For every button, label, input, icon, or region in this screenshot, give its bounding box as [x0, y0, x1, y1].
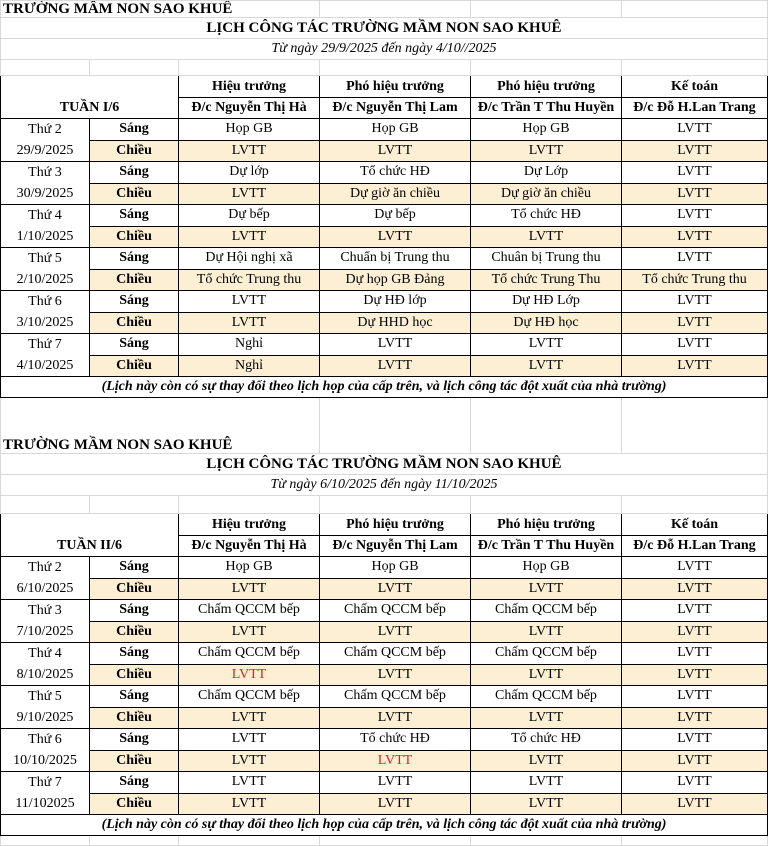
sheet-row — [1, 377, 768, 398]
day-cell[interactable] — [1, 729, 90, 772]
session-afternoon[interactable]: Chiều — [90, 355, 179, 377]
afternoon-task[interactable]: LVTT — [471, 707, 622, 729]
session-morning[interactable]: Sáng — [90, 557, 179, 579]
day-cell[interactable] — [1, 162, 90, 205]
morning-task[interactable]: LVTT — [179, 729, 320, 751]
sheet-row — [1, 793, 768, 815]
person-header[interactable]: Đ/c Nguyễn Thị Hà — [179, 98, 320, 119]
morning-task[interactable]: Họp GB — [320, 119, 471, 141]
afternoon-task[interactable]: Tổ chức Trung thu — [622, 269, 768, 291]
afternoon-task[interactable]: LVTT — [320, 707, 471, 729]
morning-task[interactable]: Họp GB — [320, 557, 471, 579]
morning-task[interactable]: Dự bếp — [179, 205, 320, 227]
afternoon-task[interactable]: Dự HĐ học — [471, 312, 622, 334]
day-name: Thứ 2 — [28, 122, 62, 137]
afternoon-task[interactable]: LVTT — [320, 750, 471, 772]
afternoon-task[interactable]: Dự họp GB Đảng — [320, 269, 471, 291]
empty-cell[interactable] — [179, 496, 320, 514]
empty-cell[interactable] — [90, 60, 179, 76]
session-afternoon[interactable]: Chiều — [90, 183, 179, 205]
afternoon-task[interactable]: LVTT — [179, 578, 320, 600]
date-range-subtitle[interactable]: Từ ngày 29/9/2025 đến ngày 4/10//2025 — [1, 39, 768, 60]
morning-task[interactable]: LVTT — [320, 334, 471, 356]
afternoon-task[interactable]: LVTT — [471, 793, 622, 815]
afternoon-task[interactable]: Dự giờ ăn chiều — [320, 183, 471, 205]
schedule-title[interactable]: LỊCH CÔNG TÁC TRƯỜNG MẦM NON SAO KHUÊ — [1, 454, 768, 475]
morning-task[interactable]: Nghỉ — [179, 334, 320, 356]
session-afternoon[interactable]: Chiều — [90, 707, 179, 729]
afternoon-task[interactable]: LVTT — [179, 312, 320, 334]
day-name: Thứ 5 — [28, 251, 62, 266]
empty-cell[interactable] — [1, 60, 90, 76]
day-name: Thứ 4 — [28, 646, 62, 661]
morning-task[interactable]: Dự Hội nghị xã — [179, 248, 320, 270]
morning-task[interactable]: LVTT — [622, 334, 768, 356]
afternoon-task[interactable]: LVTT — [471, 750, 622, 772]
afternoon-task[interactable]: Dự giờ ăn chiều — [471, 183, 622, 205]
session-afternoon[interactable]: Chiều — [90, 312, 179, 334]
day-name: Thứ 6 — [28, 294, 62, 309]
sheet-row — [1, 578, 768, 600]
morning-task[interactable]: Chấm QCCM bếp — [320, 643, 471, 665]
morning-task[interactable]: Chấm QCCM bếp — [179, 686, 320, 708]
morning-task[interactable]: Chuân bị Trung thu — [471, 248, 622, 270]
day-name: Thứ 3 — [28, 603, 62, 618]
role-header[interactable]: Phó hiệu trưởng — [320, 76, 471, 98]
week-label[interactable]: TUẦN II/6 — [1, 514, 179, 557]
afternoon-task[interactable]: LVTT — [320, 621, 471, 643]
session-morning[interactable]: Sáng — [90, 686, 179, 708]
morning-task[interactable]: Dự lớp — [179, 162, 320, 184]
empty-cell[interactable] — [471, 496, 622, 514]
morning-task[interactable]: LVTT — [622, 557, 768, 579]
sheet-row — [1, 454, 768, 475]
sheet-row — [1, 18, 768, 39]
sheet-row — [1, 475, 768, 496]
empty-cell[interactable] — [622, 60, 768, 76]
role-header[interactable]: Hiệu trưởng — [179, 514, 320, 536]
sheet-row — [1, 664, 768, 686]
morning-task[interactable]: Chấm QCCM bếp — [320, 600, 471, 622]
afternoon-task[interactable]: LVTT — [320, 793, 471, 815]
afternoon-task[interactable]: LVTT — [622, 750, 768, 772]
morning-task[interactable]: LVTT — [622, 248, 768, 270]
morning-task[interactable]: Họp GB — [179, 119, 320, 141]
empty-cell[interactable] — [90, 496, 179, 514]
empty-cell[interactable] — [90, 836, 179, 846]
sheet-row — [1, 334, 768, 356]
person-header[interactable]: Đ/c Đỗ H.Lan Trang — [622, 98, 768, 119]
sheet-row — [1, 772, 768, 794]
sheet-row — [1, 514, 768, 536]
role-header[interactable]: Kế toán — [622, 76, 768, 98]
sheet-row — [1, 355, 768, 377]
person-header[interactable]: Đ/c Nguyễn Thị Lam — [320, 536, 471, 557]
empty-cell[interactable] — [622, 398, 768, 454]
day-date: 29/9/2025 — [16, 143, 74, 158]
morning-task[interactable]: Họp GB — [471, 119, 622, 141]
day-name: Thứ 7 — [28, 775, 62, 790]
sheet-row — [1, 312, 768, 334]
morning-task[interactable]: Họp GB — [471, 557, 622, 579]
day-cell[interactable] — [1, 334, 90, 377]
sheet-row — [1, 39, 768, 60]
sheet-row — [1, 291, 768, 313]
day-name: Thứ 3 — [28, 165, 62, 180]
session-afternoon[interactable]: Chiều — [90, 578, 179, 600]
sheet-row — [1, 621, 768, 643]
morning-task[interactable]: LVTT — [622, 772, 768, 794]
session-morning[interactable]: Sáng — [90, 729, 179, 751]
session-afternoon[interactable]: Chiều — [90, 269, 179, 291]
afternoon-task[interactable]: LVTT — [622, 226, 768, 248]
morning-task[interactable]: Chấm QCCM bếp — [471, 643, 622, 665]
sheet-row — [1, 729, 768, 751]
afternoon-task[interactable]: LVTT — [622, 183, 768, 205]
sheet-row — [1, 496, 768, 514]
afternoon-task[interactable]: Tổ chức Trung Thu — [471, 269, 622, 291]
afternoon-task[interactable]: LVTT — [179, 621, 320, 643]
morning-task[interactable]: Dự Lớp — [471, 162, 622, 184]
date-range-subtitle[interactable]: Từ ngày 6/10/2025 đến ngày 11/10/2025 — [1, 475, 768, 496]
morning-task[interactable]: Dự HĐ lớp — [320, 291, 471, 313]
school-name[interactable]: TRƯỜNG MẦM NON SAO KHUÊ — [1, 1, 320, 18]
empty-cell[interactable] — [471, 60, 622, 76]
schedule-note[interactable]: (Lịch này còn có sự thay đổi theo lịch họp của cấp trên, và lịch công tác đột xuất của nhà trường) — [1, 815, 768, 836]
sheet-row — [1, 750, 768, 772]
sheet-row — [1, 76, 768, 98]
day-date: 1/10/2025 — [16, 229, 74, 244]
morning-task[interactable]: Tổ chức HĐ — [320, 162, 471, 184]
empty-cell[interactable] — [320, 836, 471, 846]
day-cell[interactable] — [1, 119, 90, 162]
morning-task[interactable]: Họp GB — [179, 557, 320, 579]
session-afternoon[interactable]: Chiều — [90, 664, 179, 686]
day-date: 8/10/2025 — [16, 667, 74, 682]
afternoon-task[interactable]: LVTT — [471, 664, 622, 686]
session-morning[interactable]: Sáng — [90, 600, 179, 622]
morning-task[interactable]: LVTT — [622, 162, 768, 184]
day-date: 30/9/2025 — [16, 186, 74, 201]
sheet-row — [1, 398, 768, 454]
week-label[interactable]: TUẦN I/6 — [1, 76, 179, 119]
morning-task[interactable]: LVTT — [622, 119, 768, 141]
session-morning[interactable]: Sáng — [90, 205, 179, 227]
day-cell[interactable] — [1, 205, 90, 248]
session-afternoon[interactable]: Chiều — [90, 793, 179, 815]
empty-cell[interactable] — [320, 1, 471, 18]
sheet-row — [1, 119, 768, 141]
afternoon-task[interactable]: Dự HHD học — [320, 312, 471, 334]
morning-task[interactable]: LVTT — [471, 772, 622, 794]
empty-cell[interactable] — [471, 1, 622, 18]
morning-task[interactable]: Chấm QCCM bếp — [179, 643, 320, 665]
day-date: 11/102025 — [15, 796, 75, 811]
role-header[interactable]: Phó hiệu trưởng — [471, 76, 622, 98]
empty-cell[interactable] — [622, 1, 768, 18]
afternoon-task[interactable]: LVTT — [320, 355, 471, 377]
empty-cell[interactable] — [622, 496, 768, 514]
empty-cell[interactable] — [320, 60, 471, 76]
day-name: Thứ 7 — [28, 337, 62, 352]
sheet-row — [1, 815, 768, 836]
sheet-row — [1, 707, 768, 729]
morning-task[interactable]: LVTT — [179, 291, 320, 313]
day-name: Thứ 6 — [28, 732, 62, 747]
morning-task[interactable]: Dự HĐ Lớp — [471, 291, 622, 313]
morning-task[interactable]: LVTT — [622, 205, 768, 227]
day-date: 6/10/2025 — [16, 581, 74, 596]
morning-task[interactable]: Chấm QCCM bếp — [471, 686, 622, 708]
empty-cell[interactable] — [320, 398, 471, 454]
session-morning[interactable]: Sáng — [90, 643, 179, 665]
day-cell[interactable] — [1, 772, 90, 815]
day-cell[interactable] — [1, 291, 90, 334]
sheet-row — [1, 205, 768, 227]
sheet-row — [1, 183, 768, 205]
role-header[interactable]: Kế toán — [622, 514, 768, 536]
session-morning[interactable]: Sáng — [90, 162, 179, 184]
sheet-row — [1, 162, 768, 184]
morning-task[interactable]: LVTT — [622, 729, 768, 751]
sheet-row — [1, 686, 768, 708]
person-header[interactable]: Đ/c Trần T Thu Huyền — [471, 536, 622, 557]
schedule-note[interactable]: (Lịch này còn có sự thay đổi theo lịch họp của cấp trên, và lịch công tác đột xuất của nhà trường) — [1, 377, 768, 398]
morning-task[interactable]: LVTT — [622, 291, 768, 313]
day-name: Thứ 5 — [28, 689, 62, 704]
sheet-row — [1, 248, 768, 270]
afternoon-task[interactable]: LVTT — [622, 355, 768, 377]
person-header[interactable]: Đ/c Trần T Thu Huyền — [471, 98, 622, 119]
afternoon-task[interactable]: LVTT — [471, 578, 622, 600]
day-cell[interactable] — [1, 248, 90, 291]
afternoon-task[interactable]: LVTT — [622, 793, 768, 815]
day-cell[interactable] — [1, 643, 90, 686]
session-morning[interactable]: Sáng — [90, 248, 179, 270]
person-header[interactable]: Đ/c Nguyễn Thị Hà — [179, 536, 320, 557]
sheet-row — [1, 140, 768, 162]
sheet-row — [1, 269, 768, 291]
afternoon-task[interactable]: LVTT — [179, 793, 320, 815]
role-header[interactable]: Phó hiệu trưởng — [471, 514, 622, 536]
morning-task[interactable]: Chấm QCCM bếp — [471, 600, 622, 622]
day-date: 10/10/2025 — [13, 753, 77, 768]
afternoon-task[interactable]: LVTT — [471, 621, 622, 643]
afternoon-task[interactable]: LVTT — [179, 140, 320, 162]
session-morning[interactable]: Sáng — [90, 291, 179, 313]
morning-task[interactable]: LVTT — [622, 643, 768, 665]
empty-cell[interactable] — [471, 836, 622, 846]
session-afternoon[interactable]: Chiều — [90, 140, 179, 162]
session-morning[interactable]: Sáng — [90, 334, 179, 356]
afternoon-task[interactable]: Tổ chức Trung thu — [179, 269, 320, 291]
empty-cell[interactable] — [1, 836, 90, 846]
morning-task[interactable]: LVTT — [622, 686, 768, 708]
afternoon-task[interactable]: Nghỉ — [179, 355, 320, 377]
day-date: 2/10/2025 — [16, 272, 74, 287]
morning-task[interactable]: Chuẩn bị Trung thu — [320, 248, 471, 270]
afternoon-task[interactable]: LVTT — [471, 226, 622, 248]
morning-task[interactable]: LVTT — [179, 772, 320, 794]
morning-task[interactable]: Tổ chức HĐ — [320, 729, 471, 751]
day-date: 3/10/2025 — [16, 315, 74, 330]
empty-cell[interactable] — [179, 60, 320, 76]
empty-cell[interactable] — [471, 398, 622, 454]
afternoon-task[interactable]: LVTT — [622, 140, 768, 162]
morning-task[interactable]: Chấm QCCM bếp — [320, 686, 471, 708]
day-date: 7/10/2025 — [16, 624, 74, 639]
afternoon-task[interactable]: LVTT — [179, 707, 320, 729]
sheet-row — [1, 226, 768, 248]
afternoon-task[interactable]: LVTT — [622, 312, 768, 334]
morning-task[interactable]: Chấm QCCM bếp — [179, 600, 320, 622]
afternoon-task[interactable]: LVTT — [179, 226, 320, 248]
afternoon-task[interactable]: LVTT — [179, 664, 320, 686]
morning-task[interactable]: Dự bếp — [320, 205, 471, 227]
afternoon-task[interactable]: LVTT — [320, 140, 471, 162]
afternoon-task[interactable]: LVTT — [179, 183, 320, 205]
day-cell[interactable] — [1, 557, 90, 600]
day-cell[interactable] — [1, 686, 90, 729]
day-date: 4/10/2025 — [16, 358, 74, 373]
afternoon-task[interactable]: LVTT — [622, 578, 768, 600]
session-afternoon[interactable]: Chiều — [90, 226, 179, 248]
session-morning[interactable]: Sáng — [90, 772, 179, 794]
sheet-row — [1, 643, 768, 665]
day-date: 9/10/2025 — [16, 710, 74, 725]
role-header[interactable]: Hiệu trưởng — [179, 76, 320, 98]
sheet-row — [1, 1, 768, 18]
afternoon-task[interactable]: LVTT — [320, 664, 471, 686]
morning-task[interactable]: LVTT — [320, 772, 471, 794]
afternoon-task[interactable]: LVTT — [320, 226, 471, 248]
afternoon-task[interactable]: LVTT — [471, 355, 622, 377]
afternoon-task[interactable]: LVTT — [622, 707, 768, 729]
afternoon-task[interactable]: LVTT — [179, 750, 320, 772]
day-cell[interactable] — [1, 600, 90, 643]
afternoon-task[interactable]: LVTT — [622, 621, 768, 643]
sheet-row — [1, 60, 768, 76]
morning-task[interactable]: LVTT — [471, 334, 622, 356]
person-header[interactable]: Đ/c Đỗ H.Lan Trang — [622, 536, 768, 557]
session-afternoon[interactable]: Chiều — [90, 621, 179, 643]
session-afternoon[interactable]: Chiều — [90, 750, 179, 772]
empty-cell[interactable] — [1, 496, 90, 514]
day-name: Thứ 2 — [28, 560, 62, 575]
role-header[interactable]: Phó hiệu trưởng — [320, 514, 471, 536]
afternoon-task[interactable]: LVTT — [622, 664, 768, 686]
sheet-row — [1, 836, 768, 846]
morning-task[interactable]: Tổ chức HĐ — [471, 205, 622, 227]
day-name: Thứ 4 — [28, 208, 62, 223]
empty-cell[interactable] — [622, 836, 768, 846]
afternoon-task[interactable]: LVTT — [320, 578, 471, 600]
morning-task[interactable]: Tổ chức HĐ — [471, 729, 622, 751]
school-name[interactable]: TRƯỜNG MẦM NON SAO KHUÊ — [1, 398, 320, 454]
empty-cell[interactable] — [179, 836, 320, 846]
session-morning[interactable]: Sáng — [90, 119, 179, 141]
sheet-row — [1, 557, 768, 579]
person-header[interactable]: Đ/c Nguyễn Thị Lam — [320, 98, 471, 119]
morning-task[interactable]: LVTT — [622, 600, 768, 622]
empty-cell[interactable] — [320, 496, 471, 514]
schedule-title[interactable]: LỊCH CÔNG TÁC TRƯỜNG MẦM NON SAO KHUÊ — [1, 18, 768, 39]
afternoon-task[interactable]: LVTT — [471, 140, 622, 162]
sheet-row — [1, 600, 768, 622]
